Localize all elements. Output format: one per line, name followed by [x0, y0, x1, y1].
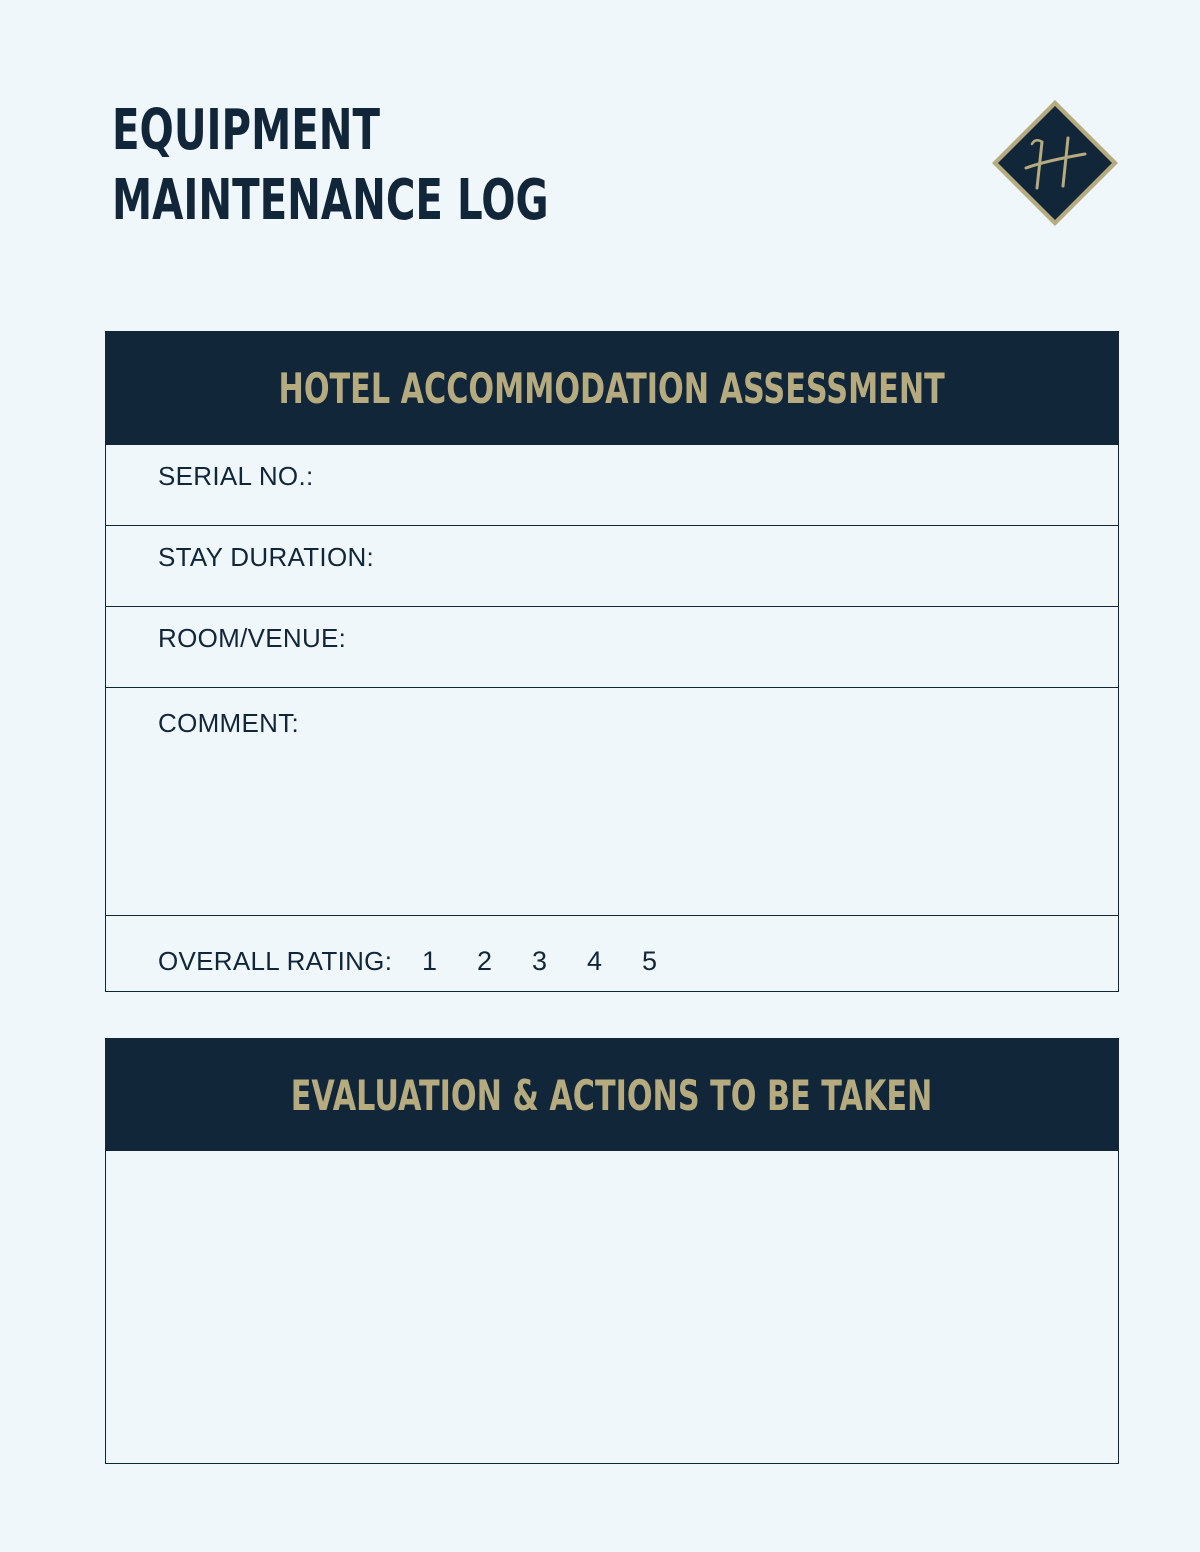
stay-duration-field[interactable]: [106, 525, 1118, 606]
evaluation-section: [105, 1038, 1119, 1464]
comment-field[interactable]: [106, 687, 1118, 915]
rating-option-4[interactable]: 4: [587, 946, 603, 976]
rating-option-3[interactable]: 3: [532, 946, 548, 976]
assessment-heading: HOTEL ACCOMMODATION ASSESSMENT: [278, 363, 946, 413]
title-line-2: MAINTENANCE LOG: [112, 168, 549, 233]
overall-rating-row: [106, 915, 1118, 991]
overall-rating-label: OVERALL RATING:: [158, 946, 393, 976]
serial-no-label: SERIAL NO.:: [158, 461, 314, 491]
comment-label: COMMENT:: [158, 708, 300, 738]
document-title: [112, 96, 549, 236]
evaluation-heading: EVALUATION & ACTIONS TO BE TAKEN: [291, 1070, 933, 1120]
serial-no-field[interactable]: [106, 444, 1118, 525]
rating-option-1[interactable]: 1: [422, 946, 438, 976]
rating-option-5[interactable]: 5: [642, 946, 658, 976]
evaluation-header: [106, 1039, 1118, 1151]
rating-options: [422, 946, 697, 977]
diamond-h-logo-icon: [990, 98, 1120, 228]
hotel-logo: [990, 98, 1120, 228]
title-line-1: EQUIPMENT: [112, 98, 381, 163]
assessment-header: [106, 332, 1118, 444]
evaluation-notes-area[interactable]: [106, 1151, 1118, 1463]
rating-option-2[interactable]: 2: [477, 946, 493, 976]
room-venue-field[interactable]: [106, 606, 1118, 687]
assessment-section: [105, 331, 1119, 992]
stay-duration-label: STAY DURATION:: [158, 542, 375, 572]
room-venue-label: ROOM/VENUE:: [158, 623, 347, 653]
